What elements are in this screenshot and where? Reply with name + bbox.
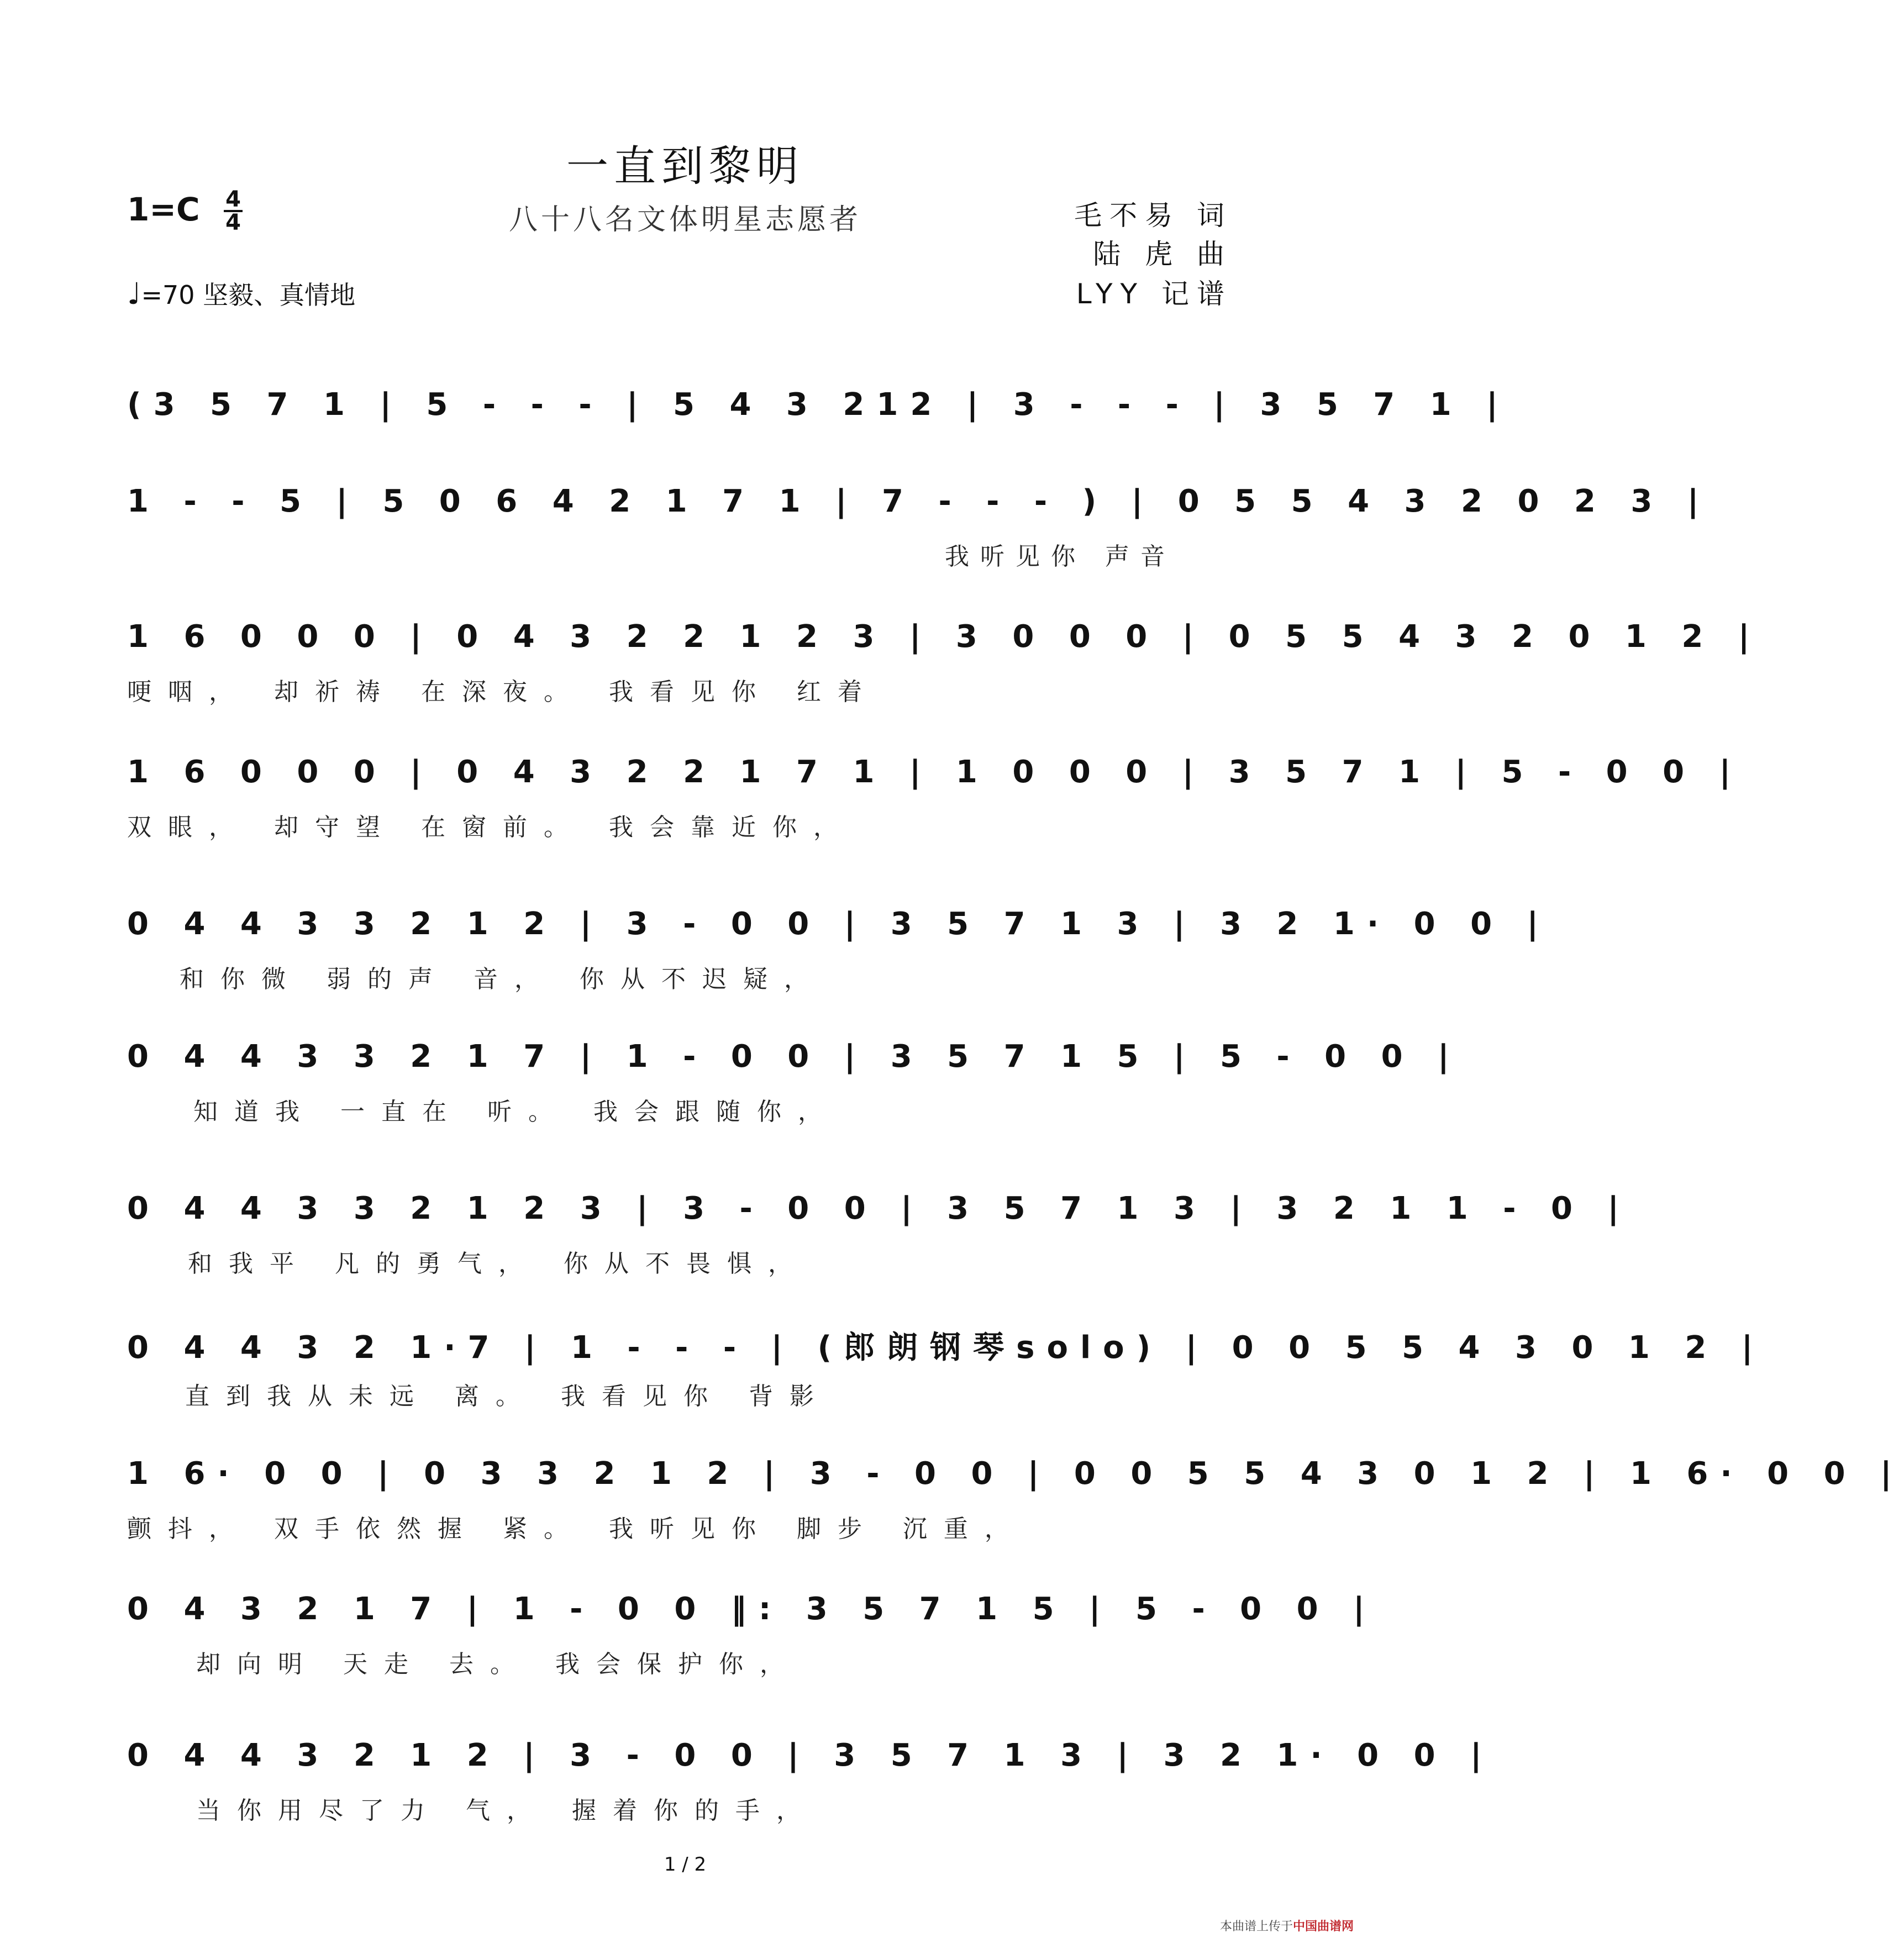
time-signature — [224, 189, 243, 233]
lyric-line: 我听见你 声音 — [945, 543, 1176, 571]
notation-line: 0 4 4 3 3 2 1 2 3 | 3 - 0 0 | 3 5 7 1 3 | 3 2 1 1 - 0 | — [127, 1191, 1631, 1226]
notation-line: 0 4 4 3 2 1 2 | 3 - 0 0 | 3 5 7 1 3 | 3 2 1· 0 0 | — [127, 1737, 1494, 1773]
notation-line: 1 - - 5 | 5 0 6 4 2 1 7 1 | 7 - - - ) | 0 5 5 4 3 2 0 2 3 | — [127, 483, 1711, 519]
tempo-text: =70 坚毅、真情地 — [141, 280, 356, 310]
song-title: 一直到黎明 — [566, 141, 804, 191]
key-signature: 1=C — [127, 191, 200, 228]
notation-line: 0 4 3 2 1 7 | 1 - 0 0 ‖: 3 5 7 1 5 | 5 - 0 0 | — [127, 1591, 1377, 1627]
lyricist-credit: 毛不易 词 — [1074, 199, 1232, 231]
notation-line: 0 4 4 3 3 2 1 2 | 3 - 0 0 | 3 5 7 1 3 | 3 2 1· 0 0 | — [127, 906, 1550, 942]
site-footer[interactable] — [1220, 1917, 1354, 1934]
lyric-line: 双眼， 却守望 在窗前。 我会靠近你， — [127, 813, 854, 841]
footer-prefix: 本曲谱上传于 — [1219, 1920, 1293, 1934]
notation-line: 1 6 0 0 0 | 0 4 3 2 2 1 7 1 | 1 0 0 0 | 3 5 7 1 | 5 - 0 0 | — [127, 754, 1743, 790]
page-number: 1 / 2 — [664, 1853, 707, 1876]
lyric-line: 和我平 凡的勇气， 你从不畏惧， — [188, 1250, 809, 1278]
performer-subtitle: 八十八名文体明星志愿者 — [508, 203, 861, 236]
lyric-line: 知道我 一直在 听。 我会跟随你， — [193, 1098, 839, 1126]
notation-line: (3 5 7 1 | 5 - - - | 5 4 3 212 | 3 - - - | 3 5 7 1 | — [127, 387, 1510, 423]
lyric-line: 直到我从未远 离。 我看见你 背影 — [185, 1382, 830, 1410]
site-logo-text: 中国曲谱网 — [1292, 1920, 1354, 1934]
time-signature-bottom: 4 — [225, 210, 241, 235]
quarter-note-icon: ♩ — [127, 276, 141, 311]
composer-credit: 陆 虎 曲 — [1093, 238, 1232, 270]
lyric-line: 却向明 天走 去。 我会保护你， — [196, 1650, 801, 1678]
lyric-line: 哽咽， 却祈祷 在深夜。 我看见你 红着 — [127, 678, 879, 706]
transcriber-credit: LYY 记谱 — [1076, 278, 1232, 310]
lyric-line: 颤抖， 双手依然握 紧。 我听见你 脚步 沉重， — [127, 1515, 1025, 1543]
notation-line: 0 4 4 3 2 1·7 | 1 - - - | (郎朗钢琴solo) | 0 0 5 5 4 3 0 1 2 | — [127, 1330, 1765, 1366]
notation-line: 1 6· 0 0 | 0 3 3 2 1 2 | 3 - 0 0 | 0 0 5 5 4 3 0 1 2 | 1 6· 0 0 | — [127, 1456, 1904, 1492]
tempo-marking — [127, 275, 355, 312]
notation-line: 1 6 0 0 0 | 0 4 3 2 2 1 2 3 | 3 0 0 0 | 0 5 5 4 3 2 0 1 2 | — [127, 619, 1762, 655]
time-signature-top: 4 — [225, 187, 241, 212]
lyric-line: 当你用尽了力 气， 握着你的手， — [196, 1797, 817, 1825]
notation-line: 0 4 4 3 3 2 1 7 | 1 - 0 0 | 3 5 7 1 5 | 5 - 0 0 | — [127, 1039, 1461, 1075]
lyric-line: 和你微 弱的声 音， 你从不迟疑， — [180, 965, 825, 993]
